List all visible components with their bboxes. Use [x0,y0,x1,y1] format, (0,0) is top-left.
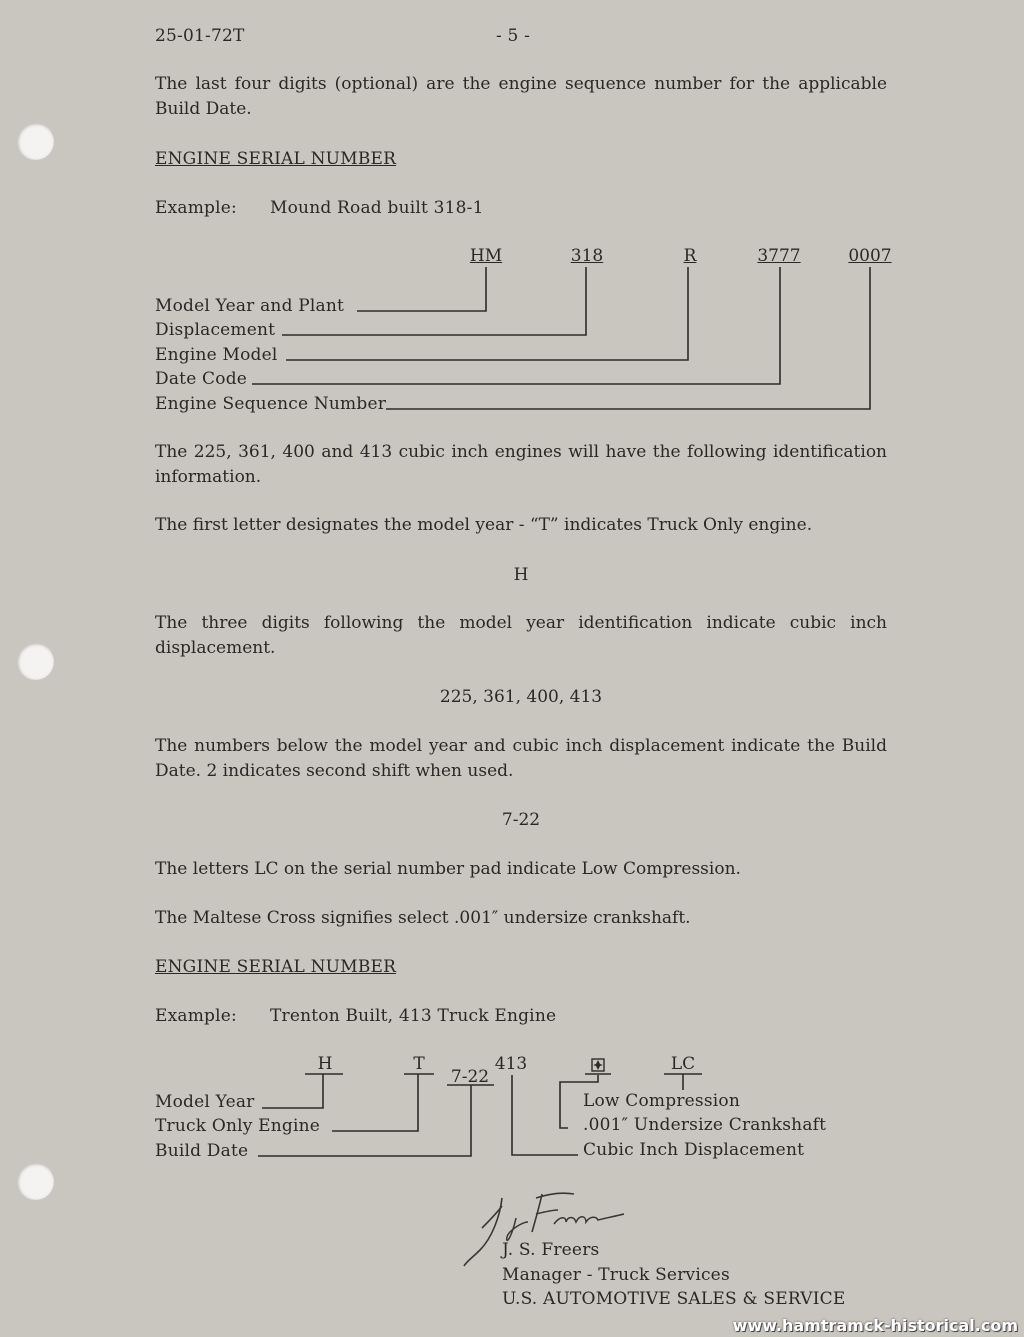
label-engine-model: Engine Model [155,345,278,365]
code-hm: HM [469,246,503,266]
paragraph-engine-list: The 225, 361, 400 and 413 cubic inch engines will have the following identification information. [155,442,887,487]
connector-build-date [258,1085,471,1156]
connector-date-code [252,267,780,384]
connector-displacement [282,267,586,335]
code-3777: 3777 [757,246,801,266]
connector-cubic-inch [512,1075,578,1155]
section-heading-2: ENGINE SERIAL NUMBER [155,957,397,977]
code-lc: LC [670,1054,696,1074]
label-build-date: Build Date [155,1141,249,1161]
code-413: 413 [494,1054,528,1074]
label-model-year-plant: Model Year and Plant [155,296,345,316]
signatory-org: U.S. AUTOMOTIVE SALES & SERVICE [502,1289,846,1309]
label-displacement: Displacement [155,320,276,340]
label-truck-only: Truck Only Engine [155,1116,321,1136]
signatory-name: J. S. Freers [502,1240,600,1260]
code-318: 318 [570,246,604,266]
label-model-year: Model Year [155,1092,255,1112]
example2-label: Example: [155,1006,237,1026]
example-model-year-letter: H [513,565,529,585]
site-watermark: www.hamtramck-historical.com [732,1316,1018,1335]
example1-label: Example: [155,198,237,218]
label-low-compression: Low Compression [583,1091,740,1111]
code-r: R [683,246,697,266]
connector-engine-model [286,267,688,360]
document-number: 25-01-72T [155,26,245,46]
label-undersize-crankshaft: .001″ Undersize Crankshaft [583,1115,827,1135]
code-0007: 0007 [848,246,892,266]
connector-truck-only [332,1074,418,1131]
signatory-title: Manager - Truck Services [502,1265,730,1285]
example2-value: Trenton Built, 413 Truck Engine [270,1006,557,1026]
section-heading-1: ENGINE SERIAL NUMBER [155,149,397,169]
connector-engine-sequence [386,267,870,409]
paragraph-build-date: The numbers below the model year and cubic inch displacement indicate the Build Date. 2 indicates second shift when used. [155,736,887,781]
example-displacements: 225, 361, 400, 413 [439,687,603,707]
example1-value: Mound Road built 318-1 [270,198,484,218]
label-engine-sequence: Engine Sequence Number [155,394,387,414]
code-build-date: 7-22 [450,1067,490,1087]
code-h: H [317,1054,333,1074]
paragraph-maltese-cross: The Maltese Cross signifies select .001″ undersize crankshaft. [155,908,691,928]
paragraph-low-compression: The letters LC on the serial number pad indicate Low Compression. [155,859,741,879]
code-t: T [413,1054,425,1074]
example-build-date: 7-22 [501,810,541,830]
connector-model-year [262,1074,323,1108]
page-number: - 5 - [496,26,531,46]
maltese-cross-icon [592,1059,604,1071]
paragraph-sequence-digits: The last four digits (optional) are the engine sequence number for the applicable Build Date. [155,74,887,119]
connector-model-year-plant [357,267,486,311]
label-date-code: Date Code [155,369,248,389]
connector-undersize [560,1075,598,1128]
paragraph-first-letter: The first letter designates the model year - “T” indicates Truck Only engine. [155,515,813,535]
paragraph-displacement: The three digits following the model year identification indicate cubic inch displacement. [155,613,887,658]
label-cubic-inch: Cubic Inch Displacement [583,1140,805,1160]
